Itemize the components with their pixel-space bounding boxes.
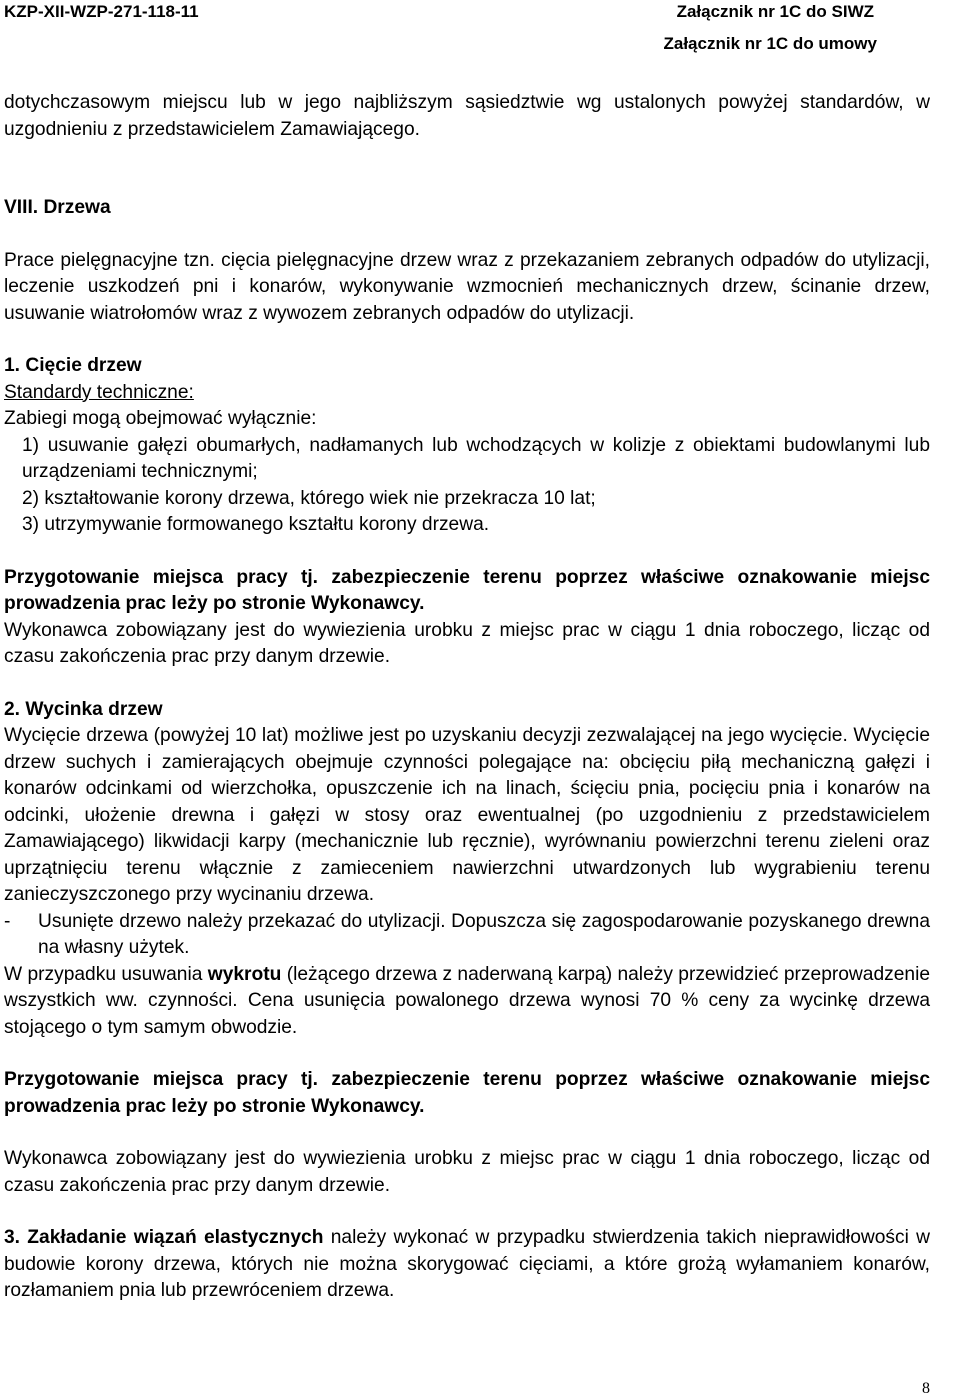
section-viii-description: Prace pielęgnacyjne tzn. cięcia pielęgnacyjne drzew wraz z przekazaniem zebranych odpadów do utylizacji, leczenie uszkodzeń pni i konarów, wykonywanie wzmocnień mechanicznych drzew, ścinanie drzew, usuwanie wiatrołomów wraz z wywozem zebranych odpadów do utylizacji. [4, 249, 930, 324]
workplace-preparation-note-2: Przygotowanie miejsca pracy tj. zabezpieczenie terenu poprzez właściwe oznakowanie miejsc prowadzenia prac leży po stronie Wykonawcy. [4, 1069, 930, 1117]
contractor-obligation: Wykonawca zobowiązany jest do wywiezienia urobku z miejsc prac w ciągu 1 dnia roboczego, licząc od czasu zakończenia prac przy danym drzewie. [4, 619, 930, 667]
attachment-contract-label: Załącznik nr 1C do umowy [663, 34, 877, 53]
subsection-1-heading: 1. Cięcie drzew [4, 355, 142, 376]
list-item-2: 2) kształtowanie korony drzewa, którego wiek nie przekracza 10 lat; [22, 487, 596, 509]
list-item-1: 1) usuwanie gałęzi obumarłych, nadłamanych lub wchodzących w kolizje z obiektami budowlanymi lub urządzeniami technicznymi; [22, 434, 930, 482]
document-body [4, 90, 930, 1305]
intro-paragraph: dotychczasowym miejscu lub w jego najbliższym sąsiedztwie wg ustalonych powyżej standardów, w uzgodnieniu z przedstawicielem Zamawiającego. [4, 92, 930, 140]
dash-list-item [4, 909, 930, 962]
contractor-obligation-2: Wykonawca zobowiązany jest do wywiezienia urobku z miejsc prac w ciągu 1 dnia roboczego, licząc od czasu zakończenia prac przy danym drzewie. [4, 1148, 930, 1196]
workplace-preparation-note: Przygotowanie miejsca pracy tj. zabezpieczenie terenu poprzez właściwe oznakowanie miejsc prowadzenia prac leży po stronie Wykonawcy. [4, 566, 930, 614]
technical-standards-label: Standardy techniczne: [4, 381, 194, 403]
page-number: 8 [922, 1380, 930, 1397]
attachment-siwz-label: Załącznik nr 1C do SIWZ [676, 2, 874, 21]
subsection-3-heading: 3. Zakładanie wiązań elastycznych [4, 1227, 324, 1248]
windthrow-paragraph: W przypadku usuwania wykrotu (leżącego drzewa z naderwaną karpą) należy przewidzieć przeprowadzenie wszystkich ww. czynności. Cena usunięcia powalonego drzewa wynosi 70 % ceny za wycinkę drzewa stojącego o tym samym obwodzie. [4, 963, 931, 1038]
document-reference: KZP-XII-WZP-271-118-11 [4, 2, 199, 21]
dash-marker: - [4, 910, 11, 932]
tree-felling-paragraph: Wycięcie drzewa (powyżej 10 lat) możliwe jest po uzyskaniu decyzji zezwalającej na jego wycięcie. Wycięcie drzew suchych i zamierających obejmuje czynności polegające na: obcięciu piłą mechaniczną gałęzi i konarów odcinkami od wierzchołka, opuszczenie ich na linach, ścięciu pnia, pocięciu pnia i konarów na odcinki, ułożenie drewna i gałęzi w stosy oraz ewentualnej (po uzgodnieniu z przedstawicielem Zamawiającego) likwidacji karpy (mechanicznie lub ręcznie), wyrównaniu powierzchni terenu zieleni oraz uprzątnięciu terenu włącznie z zamieceniem nawierzchni utwardzonych lub wygrabieniu terenu zanieczyszczonego przy wycinaniu drzewa. [4, 725, 930, 905]
dash-item-text: Usunięte drzewo należy przekazać do utylizacji. Dopuszcza się zagospodarowanie pozyskanego drewna na własny użytek. [38, 910, 930, 958]
subsection-3-paragraph: 3. Zakładanie wiązań elastycznych należy wykonać w przypadku stwierdzenia takich nieprawidłowości w budowie korony drzewa, których nie można skorygować cięciami, a które grożą wyłamaniem konarów, rozłamaniem pnia lub przewróceniem drzewa. [4, 1227, 931, 1301]
section-heading-viii: VIII. Drzewa [4, 197, 111, 218]
list-item-3: 3) utrzymywanie formowanego kształtu korony drzewa. [22, 514, 490, 535]
windthrow-term: wykrotu [207, 963, 282, 985]
subsection-2-heading: 2. Wycinka drzew [4, 698, 163, 720]
procedures-lead: Zabiegi mogą obejmować wyłącznie: [4, 408, 317, 429]
page-header [4, 2, 956, 62]
